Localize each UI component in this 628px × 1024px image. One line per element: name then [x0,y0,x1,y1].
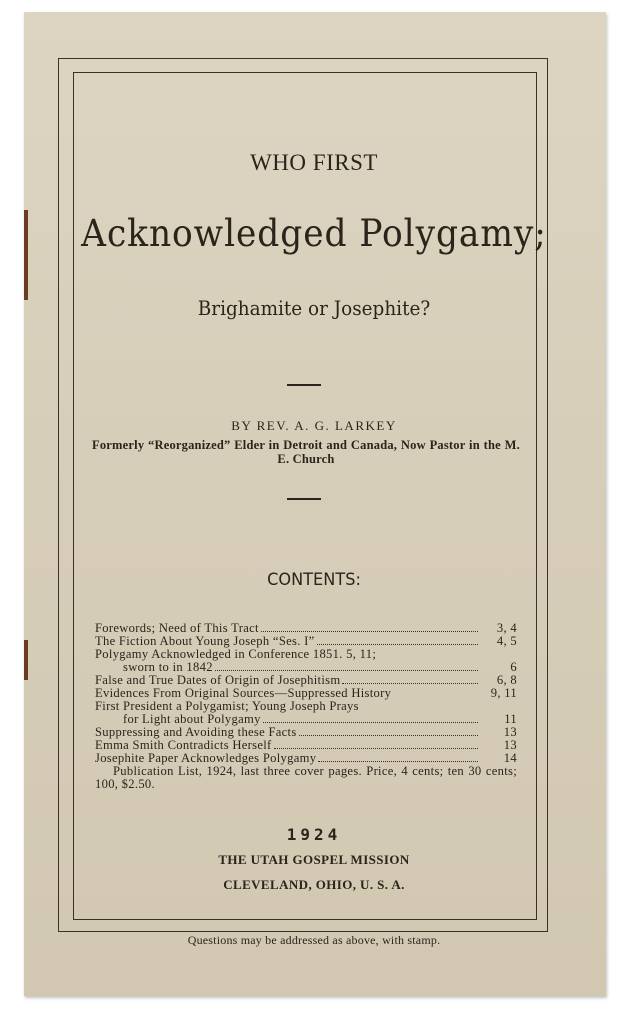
pre-title: WHO FIRST [250,150,378,175]
author-byline: BY REV. A. G. LARKEY [231,418,397,433]
divider-top [287,384,321,386]
toc-entry-text: Suppressing and Avoiding these Facts [95,725,297,739]
toc-leader [393,696,478,697]
toc-entry-text: First President a Polygamist; Young Joseph Prays [95,699,359,713]
publication-note: Publication List, 1924, last three cover pages. Price, 4 cents; ten 30 cents; 100, $2.50. [95,764,517,791]
toc-entry-pages: 13 [503,738,517,752]
toc-leader [263,721,478,723]
toc-entry-pages: 14 [503,751,517,765]
toc-entry-text: The Fiction About Young Joseph “Ses. I” [95,634,315,648]
contents-heading: CONTENTS: [267,570,361,590]
inner-border [73,72,537,920]
toc-leader [342,682,478,684]
toc-leader [378,657,478,658]
publication-year: 1924 [286,825,342,844]
binding-edge-lower [24,640,28,680]
publisher-city: CLEVELAND, OHIO, U. S. A. [223,877,405,892]
toc-entry-pages: 4, 5 [496,634,517,648]
divider-bottom [287,498,321,500]
toc-leader [317,643,479,645]
toc-entry-text: sworn to in 1842 [123,660,213,674]
toc-leader [261,630,478,632]
toc-entry-text: for Light about Polygamy [123,712,261,726]
toc-entry-text: False and True Dates of Origin of Josephitism [95,673,341,687]
footer-note: Questions may be addressed as above, with stamp. [187,933,441,947]
toc-entry-pages: 13 [503,725,517,739]
toc-leader [361,709,478,710]
toc-entry-text: Evidences From Original Sources—Suppressed History [95,686,392,700]
toc-leader [318,760,478,762]
toc-entry-text: Josephite Paper Acknowledges Polygamy [95,751,317,765]
toc-leader [215,669,478,671]
toc-entry-pages: 11 [504,712,517,726]
toc-entry-text: Polygamy Acknowledged in Conference 1851. 5, 11; [95,647,377,661]
toc-entry-text: Emma Smith Contradicts Herself [95,738,272,752]
subtitle: Brighamite or Josephite? [197,296,431,320]
toc-leader [274,747,478,749]
publisher-name: THE UTAH GOSPEL MISSION [218,852,410,867]
page-title: Acknowledged Polygamy; [81,212,547,255]
toc-entry-pages: 6, 8 [496,673,517,687]
table-of-contents [95,622,517,791]
toc-entry-pages: 3, 4 [496,621,517,635]
toc-entry-text: Forewords; Need of This Tract [95,621,259,635]
toc-leader [299,734,478,736]
author-description: Formerly “Reorganized” Elder in Detroit and Canada, Now Pastor in the M. E. Church [92,438,520,466]
toc-entry-pages: 9, 11 [490,686,517,700]
toc-entry-pages: 6 [510,660,517,674]
